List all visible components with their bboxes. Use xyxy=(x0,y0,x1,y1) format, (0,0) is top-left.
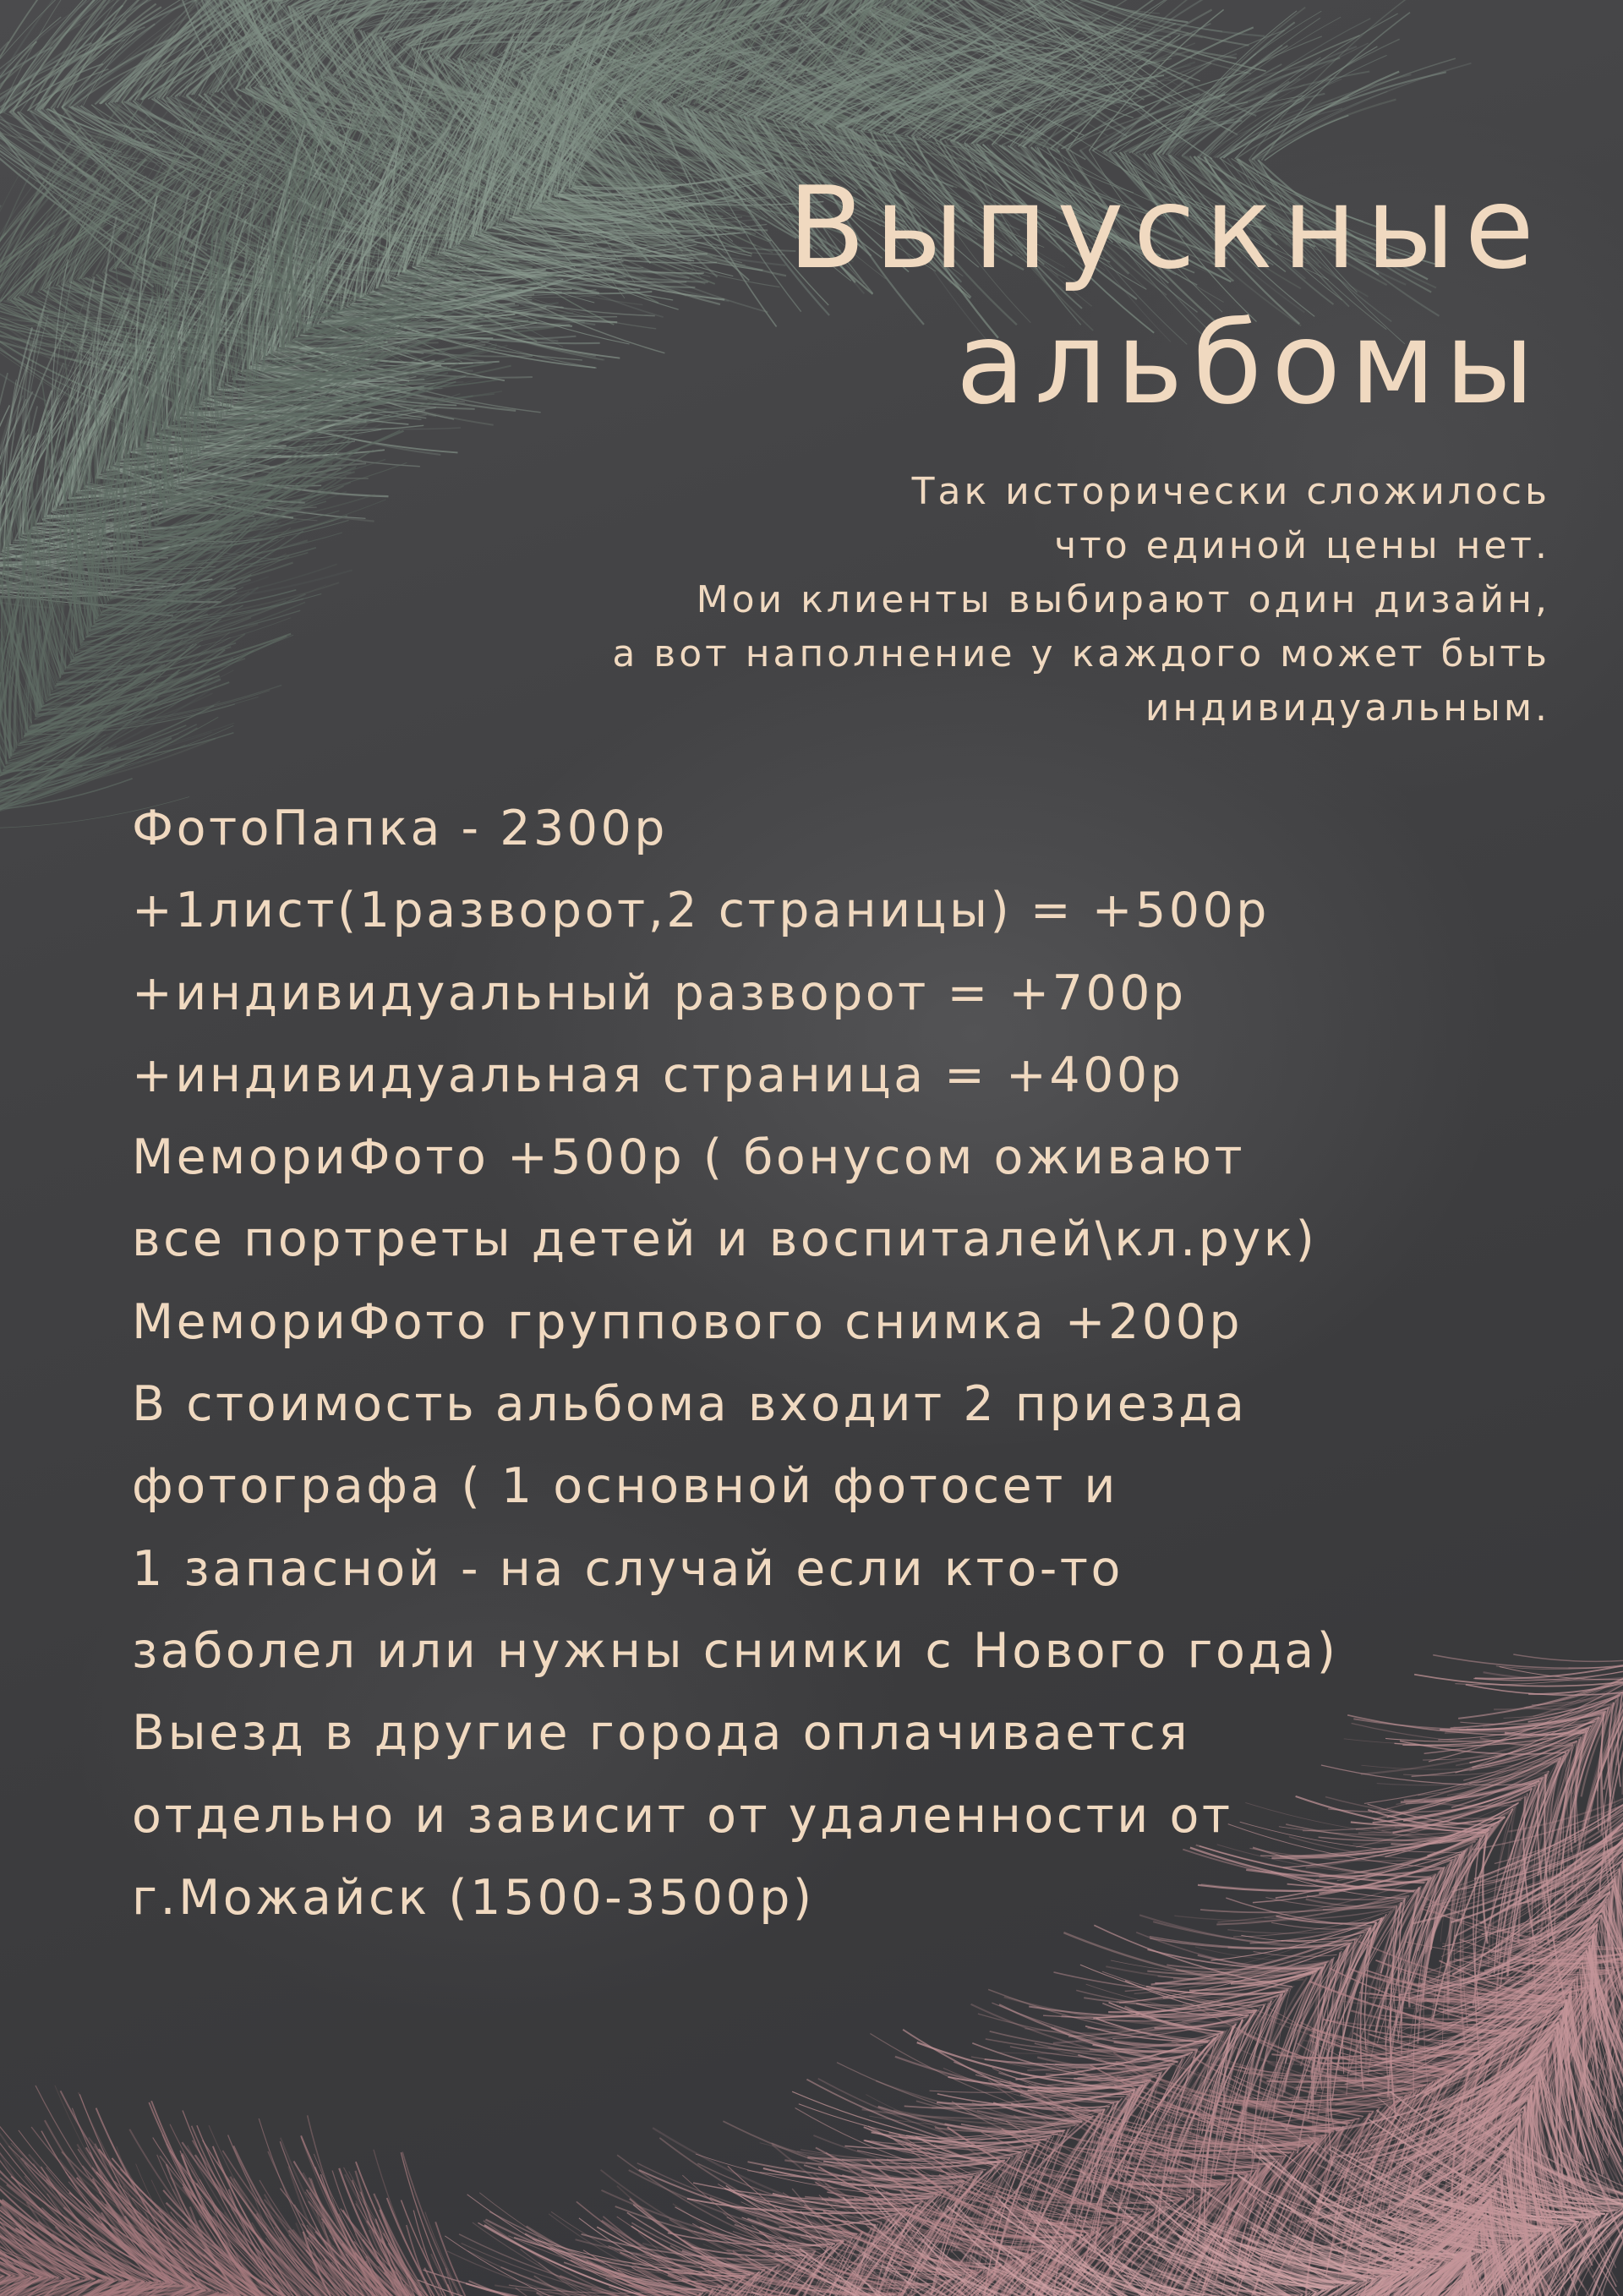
feather-fibre xyxy=(1235,46,1378,159)
